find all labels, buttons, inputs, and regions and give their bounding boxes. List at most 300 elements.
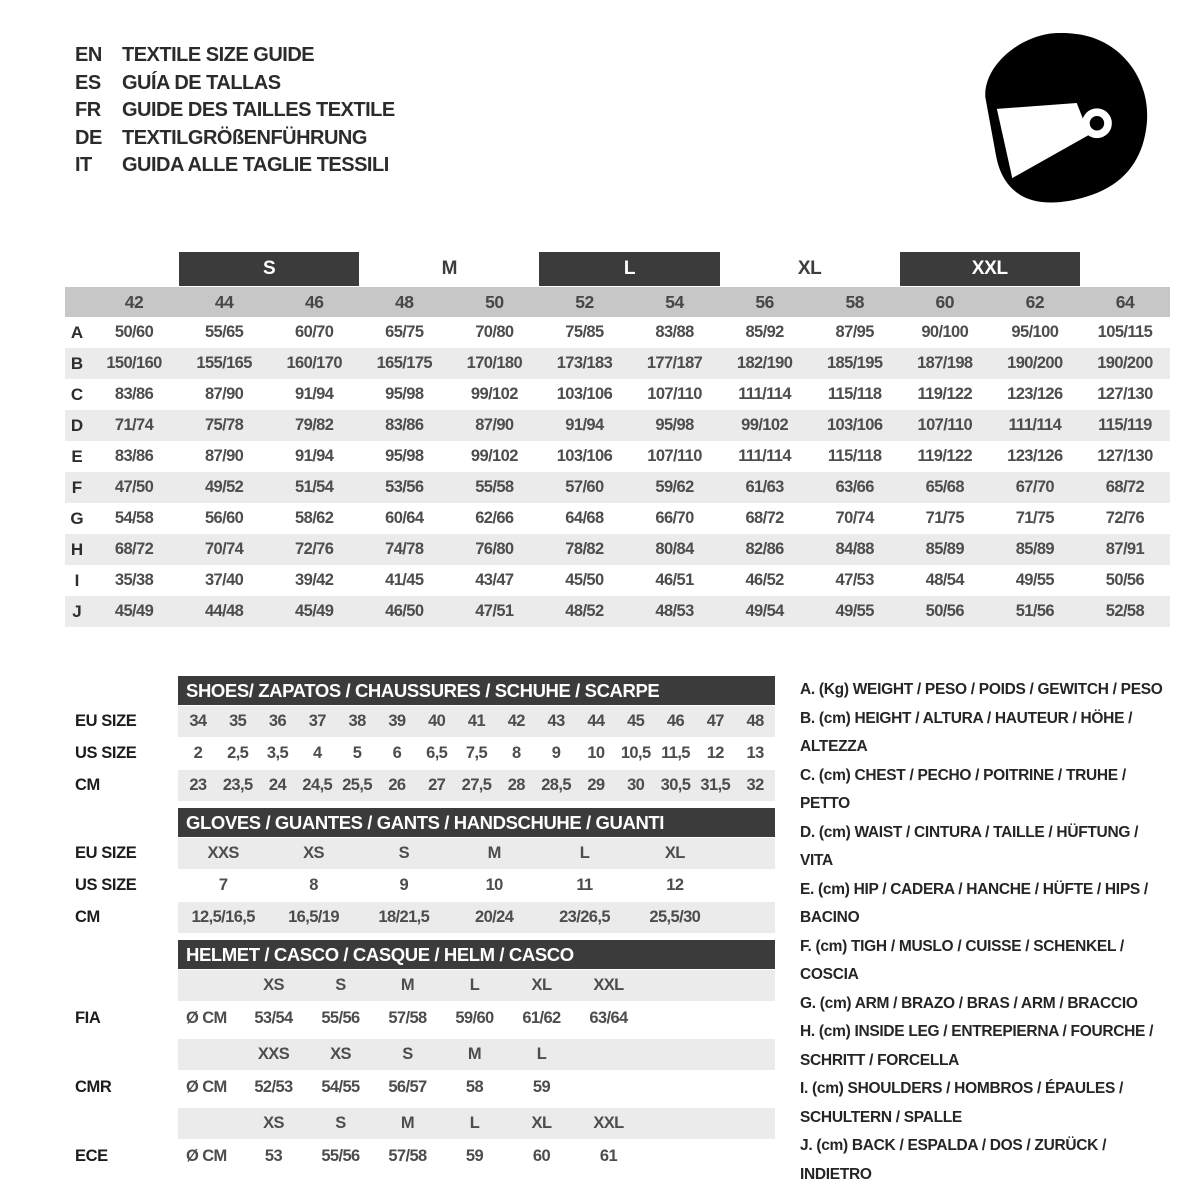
helmet-size-label: XXL [593,1114,624,1132]
measure-value: 71/75 [1015,509,1055,527]
measure-value: 87/91 [1105,540,1145,558]
shoes-value: 41 [467,712,486,730]
measure-value: 60/64 [385,509,424,527]
helmet-values-row-cmr [65,1071,780,1104]
shoes-value: 39 [388,712,406,730]
measure-value: 50/60 [114,323,154,341]
size-group-row [65,252,1170,286]
shoes-value: 25,5 [342,776,372,794]
measure-value: 53/56 [385,478,424,496]
measure-value: 70/74 [204,540,244,558]
size-group-s: S [179,252,359,286]
shoes-value: 27,5 [461,776,492,794]
gloves-value: S [398,844,410,862]
numeric-size-spacer [65,287,89,317]
helmet-sizes-values [178,1039,775,1070]
measure-value: 52/58 [1105,602,1145,620]
helmet-size-spacer [178,970,240,1001]
size-group-spacer [1080,252,1170,286]
helmet-sizes-values [178,1108,775,1139]
helmet-standard-label: CMR [75,1078,112,1096]
shoes-value: 24 [268,776,287,794]
measure-value: 70/80 [475,323,514,341]
shoes-value: 10 [587,744,605,762]
measure-value: 107/110 [917,416,973,434]
measure-value: 83/86 [114,447,154,465]
measure-value: 51/56 [1015,602,1055,620]
measure-value: 48/54 [925,571,964,589]
measure-row-j [65,596,1170,627]
shoes-value: 36 [268,712,287,730]
gloves-table-rows [65,838,780,933]
row-letter: J [72,601,82,621]
racing-helmet-icon [972,28,1168,206]
measure-value: 165/175 [376,354,433,372]
numeric-size-label: 54 [665,291,684,312]
legend-item: B. (cm) HEIGHT / ALTURA / HAUTEUR / HÖHE / ALTEZZA [800,709,1133,755]
measure-value: 65/75 [385,323,424,341]
gloves-value: 18/21,5 [378,908,430,926]
helmet-size-label: L [469,976,480,994]
gloves-value: 12 [666,876,684,894]
shoes-row [65,738,780,769]
measure-value: 84/88 [835,540,874,558]
shoes-value: 29 [587,776,605,794]
shoes-value: 10,5 [620,744,651,762]
measure-value: 85/89 [925,540,964,558]
shoes-value: 28 [507,776,525,794]
gloves-value: 9 [399,876,409,894]
measure-value: 111/114 [738,447,791,465]
measure-value: 95/98 [655,416,694,434]
measure-value: 160/170 [286,354,342,372]
measure-value: 50/56 [925,602,964,620]
measure-value: 74/78 [385,540,424,558]
gloves-value: XS [303,844,324,862]
measure-value: 91/94 [295,385,334,403]
gloves-value: 12,5/16,5 [191,908,255,926]
numeric-size-label: 44 [214,291,234,312]
numeric-size-label: 50 [485,291,504,312]
helmet-size-label: XS [330,1045,351,1063]
measure-value: 54/58 [114,509,154,527]
measure-value: 62/66 [475,509,514,527]
language-code: DE [75,126,102,149]
measure-value: 72/76 [1105,509,1145,527]
measure-value: 187/198 [917,354,973,372]
measure-value: 47/51 [475,602,514,620]
helmet-unit-label: Ø CM [186,1147,227,1165]
measure-value: 99/102 [741,416,789,434]
measure-value: 76/80 [475,540,514,558]
language-row [75,70,395,98]
shoes-row-values [178,706,775,737]
row-letter: D [70,415,84,435]
helmet-standard-values [178,1071,775,1104]
shoes-value: 30 [627,776,645,794]
row-letter: E [71,446,83,466]
measure-value: 49/55 [1015,571,1055,589]
shoes-value: 32 [746,776,764,794]
measure-value: 39/42 [295,571,334,589]
measure-value: 46/51 [655,571,694,589]
shoes-value: 44 [587,712,605,730]
measure-value: 37/40 [204,571,244,589]
shoes-value: 31,5 [700,776,731,794]
shoes-value: 45 [627,712,645,730]
measure-value: 119/122 [917,385,973,403]
measure-value: 65/68 [925,478,964,496]
measure-value: 91/94 [295,447,334,465]
shoes-value: 24,5 [302,776,333,794]
measure-value: 41/45 [385,571,424,589]
shoes-value: 4 [313,744,322,762]
helmet-value: 55/56 [321,1009,360,1027]
legend-item: F. (cm) TIGH / MUSLO / CUISSE / SCHENKEL / COSCIA [800,937,1124,983]
size-group-m: M [441,258,458,279]
measure-value: 182/190 [736,354,793,372]
measure-value: 115/118 [827,385,882,403]
shoes-value: 37 [308,712,326,730]
numeric-size-label: 60 [935,291,955,312]
shoes-row [65,706,780,737]
measure-value: 47/53 [835,571,874,589]
measure-value: 66/70 [655,509,694,527]
shoes-value: 40 [428,712,446,730]
measure-value: 83/86 [114,385,154,403]
shoes-value: 43 [547,712,565,730]
measure-value: 72/76 [295,540,334,558]
helmet-size-label: L [536,1045,547,1063]
legend-item: G. (cm) ARM / BRAZO / BRAS / ARM / BRACCIO [800,994,1138,1012]
shoes-row [65,770,780,801]
row-letter: F [71,477,83,497]
measure-value: 185/195 [826,354,883,372]
legend-item: A. (Kg) WEIGHT / PESO / POIDS / GEWITCH / PESO [800,681,1163,698]
measure-value: 64/68 [565,509,604,527]
measure-value: 91/94 [565,416,604,434]
gloves-value: 10 [485,876,503,894]
measure-value: 150/160 [106,354,162,372]
gloves-table-title: GLOVES / GUANTES / GANTS / HANDSCHUHE / GUANTI [178,808,775,837]
row-letter: C [70,384,84,404]
measure-value: 50/56 [1105,571,1145,589]
row-letter: I [74,570,80,590]
shoes-value: 28,5 [541,776,571,794]
helmet-size-label: S [402,1045,413,1063]
measure-value: 49/54 [745,602,784,620]
language-code: EN [75,44,102,67]
helmet-value: 55/56 [321,1147,360,1165]
numeric-size-label: 64 [1115,291,1135,312]
helmet-value: 60 [532,1147,551,1165]
shoes-value: 34 [189,712,207,730]
helmet-value: 57/58 [388,1147,427,1165]
numeric-size-label: 62 [1025,291,1045,312]
measure-value: 51/54 [295,478,334,496]
measure-value: 111/114 [1008,416,1062,434]
shoes-row-label: US SIZE [75,744,137,762]
measure-value: 87/90 [204,385,244,403]
shoes-row-values [178,770,775,801]
shoes-value: 48 [746,712,764,730]
measure-value: 45/49 [295,602,334,620]
measure-value: 105/115 [1097,323,1153,341]
measure-value: 107/110 [647,385,702,403]
measure-value: 75/78 [204,416,244,434]
helmet-standard-label: ECE [75,1147,108,1165]
measure-value: 35/38 [114,571,154,589]
measure-value: 55/58 [475,478,514,496]
gloves-value: XL [664,844,685,862]
gloves-row-label: EU SIZE [75,844,137,862]
shoes-value: 11,5 [661,744,690,762]
row-letter: B [70,353,84,373]
shoes-size-table [65,676,780,801]
shoes-value: 2 [193,744,203,762]
measure-value: 44/48 [204,602,244,620]
helmet-unit-label: Ø CM [186,1009,227,1027]
helmet-standard-label: FIA [75,1009,101,1027]
measure-value: 45/50 [565,571,604,589]
measure-value: 87/90 [475,416,514,434]
gloves-row-values [178,838,775,869]
helmet-size-label: S [335,1114,346,1132]
shoes-table-title: SHOES/ ZAPATOS / CHAUSSURES / SCHUHE / SCARPE [178,676,775,705]
shoes-value: 3,5 [266,744,289,762]
helmet-size-label: XS [263,1114,284,1132]
shoes-value: 26 [388,776,406,794]
measure-value: 83/86 [385,416,424,434]
shoes-value: 30,5 [660,776,691,794]
measure-value: 95/98 [385,385,424,403]
shoes-value: 23,5 [222,776,253,794]
helmet-table-title: HELMET / CASCO / CASQUE / HELM / CASCO [178,940,775,969]
helmet-size-label: XL [531,1114,552,1132]
measure-value: 95/100 [1011,323,1059,341]
shoes-value: 6 [392,744,402,762]
measure-value: 103/106 [826,416,883,434]
measure-value: 47/50 [114,478,154,496]
language-list [75,42,395,180]
measure-value: 190/200 [1007,354,1063,372]
numeric-size-label: 48 [395,291,414,312]
measure-value: 177/187 [646,354,703,372]
row-letter: G [70,508,84,528]
helmet-size-spacer [178,1108,240,1139]
helmet-standard-values [178,1140,775,1173]
shoes-value: 7,5 [465,744,488,762]
gloves-row [65,838,780,869]
measure-value: 90/100 [921,323,969,341]
shoes-value: 13 [746,744,764,762]
measure-row-f [65,472,1170,503]
helmet-sizes-row-ece [65,1108,780,1139]
measure-value: 78/82 [565,540,604,558]
measure-value: 87/95 [835,323,874,341]
measure-value: 99/102 [470,385,518,403]
measure-row-c [65,379,1170,410]
legend-item: C. (cm) CHEST / PECHO / POITRINE / TRUHE / PETTO [800,766,1126,812]
helmet-value: 59/60 [455,1009,494,1027]
measure-row-h [65,534,1170,565]
language-row [75,125,395,153]
helmet-value: 59 [465,1147,484,1165]
measure-value: 155/165 [196,354,252,372]
language-title: GUIDE DES TAILLES TEXTILE [122,99,395,122]
helmet-values-row-fia [65,1002,780,1035]
language-title: TEXTILE SIZE GUIDE [122,44,315,67]
measure-value: 85/89 [1015,540,1055,558]
measure-value: 123/126 [1007,447,1063,465]
measure-row-b [65,348,1170,379]
helmet-value: 63/64 [589,1009,628,1027]
gloves-value: XXS [207,844,239,862]
measure-value: 79/82 [295,416,334,434]
helmet-value: 61 [599,1147,618,1165]
size-group-spacer [65,252,179,286]
helmet-standard-values [178,1002,775,1035]
measure-value: 111/114 [738,385,791,403]
gloves-value: 23/26,5 [559,908,610,926]
measure-value: 119/122 [917,447,973,465]
numeric-size-label: 52 [575,291,594,312]
measure-value: 82/86 [745,540,784,558]
shoes-row-label: CM [75,776,100,794]
numeric-size-label: 46 [304,291,324,312]
shoes-table-rows [65,706,780,801]
measure-value: 127/130 [1097,385,1153,403]
language-row [75,97,395,125]
helmet-size-label: XXL [593,976,624,994]
helmet-value: 52/53 [254,1078,293,1096]
size-group-xl: XL [797,258,822,279]
shoes-value: 35 [229,712,247,730]
measure-value: 46/52 [745,571,784,589]
gloves-value: L [579,844,590,862]
measure-value: 67/70 [1015,478,1055,496]
measure-value: 71/74 [114,416,154,434]
helmet-size-table [65,940,780,1173]
legend-item: D. (cm) WAIST / CINTURA / TAILLE / HÜFTUNG / VITA [800,823,1139,869]
measure-value: 80/84 [655,540,694,558]
measure-value: 115/119 [1098,416,1152,434]
measure-row-i [65,565,1170,596]
helmet-size-spacer [178,1039,240,1070]
gloves-size-table [65,808,780,933]
numeric-size-label: 58 [845,291,864,312]
helmet-unit-label: Ø CM [186,1078,227,1096]
legend-item: J. (cm) BACK / ESPALDA / DOS / ZURÜCK / INDIETRO [800,1137,1107,1183]
measure-value: 99/102 [470,447,518,465]
helmet-size-label: XS [263,976,284,994]
shoes-value: 23 [189,776,207,794]
measure-value: 68/72 [1105,478,1145,496]
measure-value: 95/98 [385,447,424,465]
numeric-size-label: 56 [755,291,774,312]
measure-value: 70/74 [835,509,874,527]
helmet-table-rows [65,970,780,1173]
measure-value: 87/90 [204,447,244,465]
measure-row-d [65,410,1170,441]
helmet-value: 54/55 [321,1078,360,1096]
measure-value: 49/52 [204,478,244,496]
shoes-value: 46 [666,712,685,730]
helmet-size-label: L [469,1114,480,1132]
helmet-size-label: M [400,1114,415,1132]
gloves-value: 7 [218,876,228,894]
language-title: TEXTILGRÖßENFÜHRUNG [122,126,367,149]
measure-value: 55/65 [204,323,244,341]
helmet-size-label: M [467,1045,482,1063]
shoes-value: 42 [507,712,525,730]
helmet-sizes-values [178,970,775,1001]
size-group-xxl: XXL [900,252,1080,286]
legend-item: I. (cm) SHOULDERS / HOMBROS / ÉPAULES / SCHULTERN / SPALLE [800,1080,1124,1126]
measure-value: 59/62 [655,478,694,496]
measure-value: 123/126 [1007,385,1063,403]
measure-value: 173/183 [556,354,613,372]
measure-value: 63/66 [835,478,874,496]
measure-value: 170/180 [466,354,523,372]
measure-row-a [65,317,1170,348]
measure-value: 48/52 [565,602,604,620]
measure-value: 58/62 [295,509,334,527]
helmet-value: 57/58 [388,1009,427,1027]
helmet-sizes-row-cmr [65,1039,780,1070]
numeric-sizes-row [65,287,1170,317]
measure-value: 103/106 [556,385,613,403]
helmet-value: 53 [264,1147,283,1165]
shoes-row-label: EU SIZE [75,712,137,730]
measure-value: 61/63 [745,478,784,496]
helmet-value: 59 [532,1078,551,1096]
measure-value: 68/72 [745,509,784,527]
numeric-size-label: 42 [124,291,144,312]
shoes-value: 38 [348,712,366,730]
language-row [75,152,395,180]
gloves-value: 8 [309,876,318,894]
measure-value: 45/49 [114,602,154,620]
measure-value: 103/106 [556,447,613,465]
helmet-value: 53/54 [254,1009,293,1027]
shoes-row-values [178,738,775,769]
measure-value: 190/200 [1097,354,1153,372]
helmet-size-label: XXS [257,1045,290,1063]
gloves-value: M [487,844,501,862]
measure-value: 83/88 [655,323,694,341]
gloves-row-values [178,902,775,933]
gloves-row-label: US SIZE [75,876,137,894]
measure-value: 127/130 [1097,447,1153,465]
measure-value: 56/60 [204,509,244,527]
legend-item: E. (cm) HIP / CADERA / HANCHE / HÜFTE / HIPS / BACINO [800,880,1148,926]
measure-value: 49/55 [835,602,874,620]
shoes-value: 2,5 [227,744,249,762]
shoes-value: 12 [706,744,724,762]
gloves-row [65,870,780,901]
row-letter: A [70,322,84,342]
measure-value: 43/47 [475,571,514,589]
language-code: ES [75,71,101,94]
gloves-row [65,902,780,933]
racing-helmet-icon [972,28,1168,206]
row-letter: H [70,539,84,559]
measure-value: 115/118 [827,447,882,465]
gloves-value: 16,5/19 [288,908,339,926]
measure-value: 46/50 [385,602,424,620]
shoes-value: 9 [551,744,561,762]
